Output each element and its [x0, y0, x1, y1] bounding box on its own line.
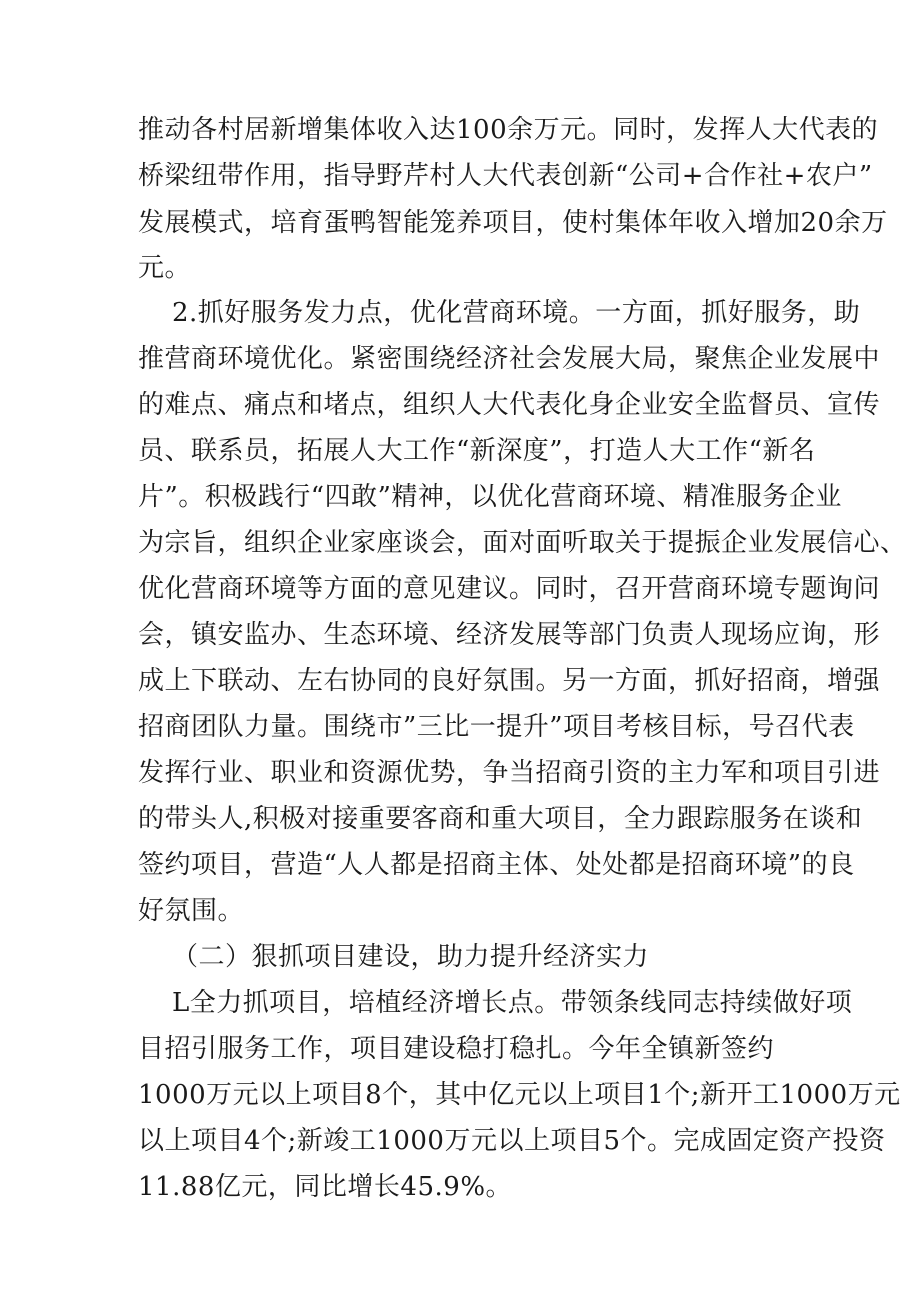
text-line: 11.88亿元，同比增长45.9%。	[138, 1172, 513, 1202]
text-line: 目招引服务工作，项目建设稳打稳扎。今年全镇新签约	[138, 1034, 775, 1064]
section-heading: （二）狠抓项目建设，助力提升经济实力	[172, 942, 650, 972]
text-line: 以上项目4个;新竣工1000万元以上项目5个。完成固定资产投资	[138, 1126, 886, 1156]
text-line: 推动各村居新增集体收入达100余万元。同时，发挥人大代表的	[138, 115, 879, 145]
text-line: 员、联系员，拓展人大工作“新深度”，打造人大工作“新名	[138, 436, 816, 466]
text-line: 好氛围。	[138, 896, 245, 926]
text-line: 1000万元以上项目8个，其中亿元以上项目1个;新开工1000万元	[138, 1080, 901, 1110]
text-line: 片”。积极践行“四敢”精神，以优化营商环境、精准服务企业	[138, 482, 842, 512]
text-line: 发展模式，培育蛋鸭智能笼养项目，使村集体年收入增加20余万	[138, 208, 888, 238]
text-line: 会，镇安监办、生态环境、经济发展等部门负责人现场应询，形	[138, 620, 881, 650]
text-line: 为宗旨，组织企业家座谈会，面对面听取关于提振企业发展信心、	[138, 528, 907, 558]
text-line: 招商团队力量。围绕市”三比一提升”项目考核目标，号召代表	[138, 712, 855, 742]
text-line: 的带头人,积极对接重要客商和重大项目，全力跟踪服务在谈和	[138, 804, 863, 834]
text-line: 的难点、痛点和堵点，组织人大代表化身企业安全监督员、宣传	[138, 390, 881, 420]
paragraph-first-line: L全力抓项目，培植经济增长点。带领条线同志持续做好项	[172, 988, 853, 1018]
text-line: 签约项目，营造“人人都是招商主体、处处都是招商环境”的良	[138, 850, 855, 880]
paragraph-first-line: 2.抓好服务发力点，优化营商环境。一方面，抓好服务，助	[172, 298, 861, 328]
text-line: 发挥行业、职业和资源优势，争当招商引资的主力军和项目引进	[138, 758, 881, 788]
text-line: 桥梁纽带作用，指导野芹村人大代表创新“公司+合作社+农户”	[138, 161, 873, 191]
text-line: 优化营商环境等方面的意见建议。同时，召开营商环境专题询问	[138, 574, 881, 604]
text-line: 成上下联动、左右协同的良好氛围。另一方面，抓好招商，增强	[138, 666, 881, 696]
text-line: 元。	[138, 253, 192, 283]
text-line: 推营商环境优化。紧密围绕经济社会发展大局，聚焦企业发展中	[138, 344, 881, 374]
